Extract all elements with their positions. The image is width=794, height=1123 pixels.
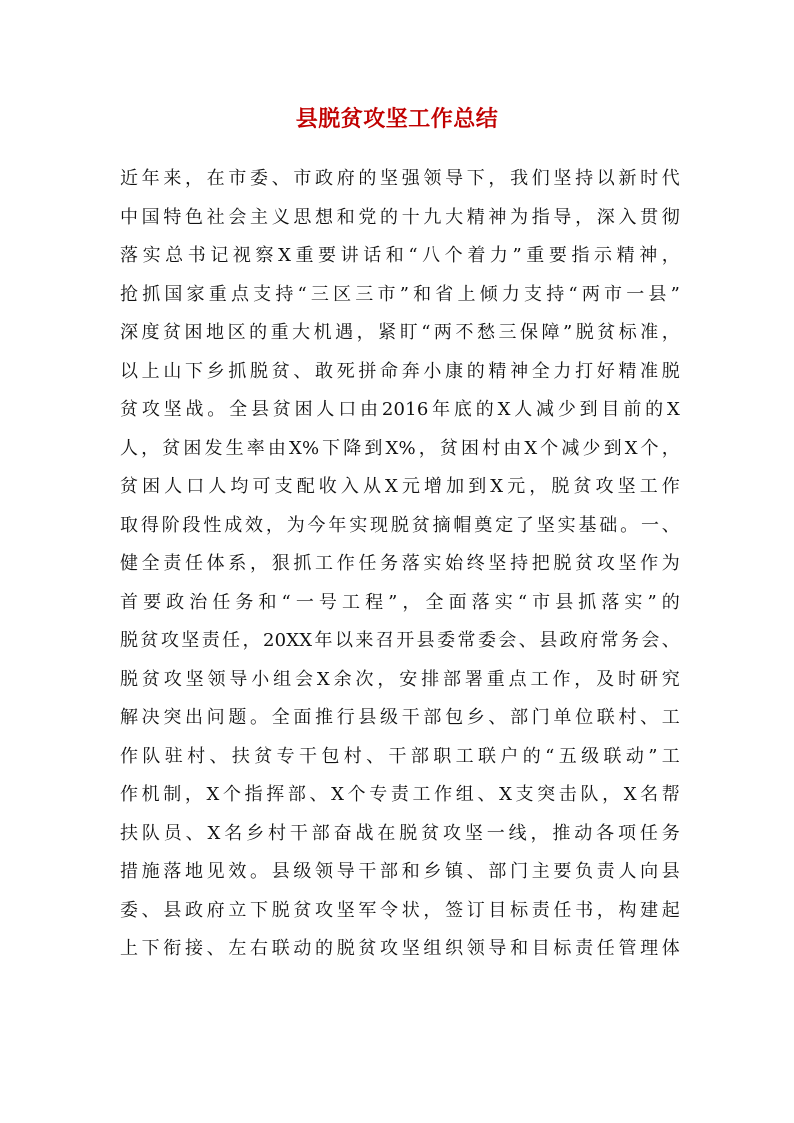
body-line: 解决突出问题。全面推行县级干部包乡、部门单位联村、工 — [120, 707, 680, 728]
body-line: 委、县政府立下脱贫攻坚军令状，签订目标责任书，构建起 — [120, 899, 680, 921]
body-line: 首要政治任务和“一号工程”，全面落实“市县抓落实”的 — [120, 591, 680, 613]
body-line: 落实总书记视察X重要讲话和“八个着力”重要指示精神， — [120, 245, 680, 266]
body-line: 脱贫攻坚领导小组会X余次，安排部署重点工作，及时研究 — [120, 668, 680, 690]
body-line: 上下衔接、左右联动的脱贫攻坚组织领导和目标责任管理体 — [120, 938, 680, 959]
body-line: 以上山下乡抓脱贫、敢死拼命奔小康的精神全力打好精准脱 — [120, 360, 680, 382]
body-line: 贫困人口人均可支配收入从X元增加到X元，脱贫攻坚工作 — [120, 476, 680, 497]
body-line: 措施落地见效。县级领导干部和乡镇、部门主要负责人向县 — [120, 861, 680, 882]
body-line: 中国特色社会主义思想和党的十九大精神为指导，深入贯彻 — [120, 206, 680, 228]
body-line: 贫攻坚战。全县贫困人口由2016年底的X人减少到目前的X — [120, 399, 680, 420]
body-line: 健全责任体系，狠抓工作任务落实始终坚持把脱贫攻坚作为 — [120, 553, 680, 574]
body-line: 深度贫困地区的重大机遇，紧盯“两不愁三保障”脱贫标准， — [120, 322, 680, 343]
body-line: 扶队员、X名乡村干部奋战在脱贫攻坚一线，推动各项任务 — [120, 822, 680, 844]
body-line: 取得阶段性成效，为今年实现脱贫摘帽奠定了坚实基础。一、 — [120, 514, 680, 536]
body-line: 人，贫困发生率由X%下降到X%，贫困村由X个减少到X个， — [120, 437, 680, 459]
document-title: 县脱贫攻坚工作总结 — [295, 106, 499, 132]
body-line: 抢抓国家重点支持“三区三市”和省上倾力支持“两市一县” — [120, 283, 680, 305]
document-body — [120, 160, 680, 969]
body-line: 近年来，在市委、市政府的坚强领导下，我们坚持以新时代 — [120, 168, 680, 189]
body-line: 作队驻村、扶贫专干包村、干部职工联户的“五级联动”工 — [120, 745, 680, 767]
body-line: 作机制，X个指挥部、X个专责工作组、X支突击队，X名帮 — [120, 784, 680, 805]
body-line: 脱贫攻坚责任，20XX年以来召开县委常委会、县政府常务会、 — [120, 630, 680, 651]
